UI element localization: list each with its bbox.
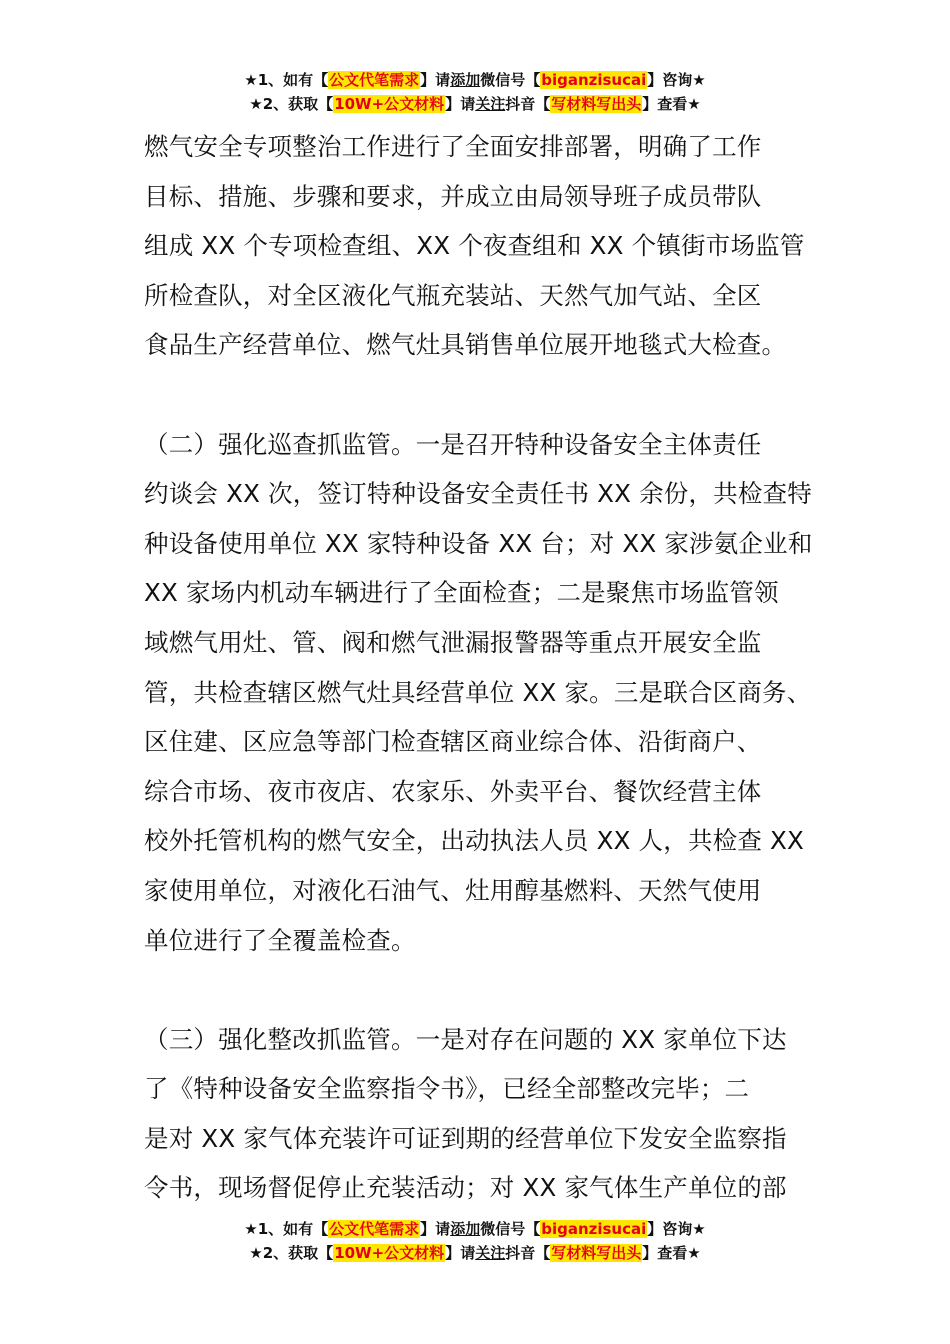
banner-text: ★2、获取【: [249, 95, 334, 113]
banner-text: 抖音【: [505, 1244, 551, 1262]
banner-highlight: biganzisucai: [541, 1220, 647, 1238]
banner-text: 抖音【: [505, 95, 551, 113]
banner-text: ★1、如有【: [244, 1220, 329, 1238]
banner-highlight: 10W+公文材料: [334, 1244, 445, 1262]
document-body: [144, 122, 814, 1213]
text-line: 管，共检查辖区燃气灶具经营单位 XX 家。三是联合区商务、: [144, 677, 812, 707]
paragraph-gap: [144, 370, 814, 420]
footer-banner: [0, 1217, 950, 1265]
paragraph-1: [144, 122, 814, 370]
text-line: 令书，现场督促停止充装活动；对 XX 家气体生产单位的部: [144, 1173, 787, 1203]
banner-text: 】请: [420, 1220, 451, 1238]
text-line: 校外托管机构的燃气安全，出动执法人员 XX 人，共检查 XX: [144, 826, 804, 856]
banner-text: ★2、获取【: [249, 1244, 334, 1262]
text-line: 约谈会 XX 次，签订特种设备安全责任书 XX 余份，共检查特: [144, 479, 812, 509]
banner-text: 微信号【: [480, 71, 541, 89]
banner-highlight: 公文代笔需求: [329, 1220, 420, 1238]
text-line: 了《特种设备安全监察指令书》，已经全部整改完毕；二: [144, 1074, 750, 1104]
banner-underline: 添加: [450, 71, 481, 89]
banner-highlight: biganzisucai: [541, 71, 647, 89]
banner-text: 微信号【: [480, 1220, 541, 1238]
text-line: 种设备使用单位 XX 家特种设备 XX 台；对 XX 家涉氨企业和: [144, 528, 813, 558]
banner-text: 】请: [445, 1244, 476, 1262]
banner-line-2: [0, 1241, 950, 1265]
text-line: （二）强化巡查抓监管。一是召开特种设备安全主体责任: [144, 429, 762, 459]
text-line: 综合市场、夜市夜店、农家乐、外卖平台、餐饮经营主体: [144, 776, 762, 806]
banner-highlight: 10W+公文材料: [334, 95, 445, 113]
text-line: 食品生产经营单位、燃气灶具销售单位展开地毯式大检查。: [144, 330, 787, 360]
banner-text: 】查看★: [642, 1244, 701, 1262]
banner-highlight: 写材料写出头: [551, 1244, 642, 1262]
banner-text: 】请: [420, 71, 451, 89]
header-banner: [0, 68, 950, 116]
banner-underline: 关注: [475, 95, 506, 113]
text-line: 所检查队，对全区液化气瓶充装站、天然气加气站、全区: [144, 280, 762, 310]
paragraph-gap: [144, 965, 814, 1015]
banner-line-1: [0, 68, 950, 92]
text-line: 目标、措施、步骤和要求，并成立由局领导班子成员带队: [144, 181, 762, 211]
banner-highlight: 写材料写出头: [551, 95, 642, 113]
text-line: 单位进行了全覆盖检查。: [144, 925, 416, 955]
banner-line-2: [0, 92, 950, 116]
text-line: XX 家场内机动车辆进行了全面检查；二是聚焦市场监管领: [144, 578, 779, 608]
banner-line-1: [0, 1217, 950, 1241]
banner-text: ★1、如有【: [244, 71, 329, 89]
text-line: 区住建、区应急等部门检查辖区商业综合体、沿街商户、: [144, 727, 762, 757]
banner-text: 】请: [445, 95, 476, 113]
text-line: 燃气安全专项整治工作进行了全面安排部署，明确了工作: [144, 132, 762, 161]
text-line: （三）强化整改抓监管。一是对存在问题的 XX 家单位下达: [144, 1024, 787, 1054]
banner-underline: 添加: [450, 1220, 481, 1238]
text-line: 域燃气用灶、管、阀和燃气泄漏报警器等重点开展安全监: [144, 627, 762, 657]
paragraph-2: [144, 420, 814, 966]
banner-text: 】查看★: [642, 95, 701, 113]
paragraph-3: [144, 1015, 814, 1213]
text-line: 是对 XX 家气体充装许可证到期的经营单位下发安全监察指: [144, 1123, 787, 1153]
banner-highlight: 公文代笔需求: [329, 71, 420, 89]
banner-text: 】咨询★: [647, 71, 706, 89]
banner-underline: 关注: [475, 1244, 506, 1262]
text-line: 家使用单位，对液化石油气、灶用醇基燃料、天然气使用: [144, 875, 762, 905]
text-line: 组成 XX 个专项检查组、XX 个夜查组和 XX 个镇街市场监管: [144, 231, 805, 261]
banner-text: 】咨询★: [647, 1220, 706, 1238]
